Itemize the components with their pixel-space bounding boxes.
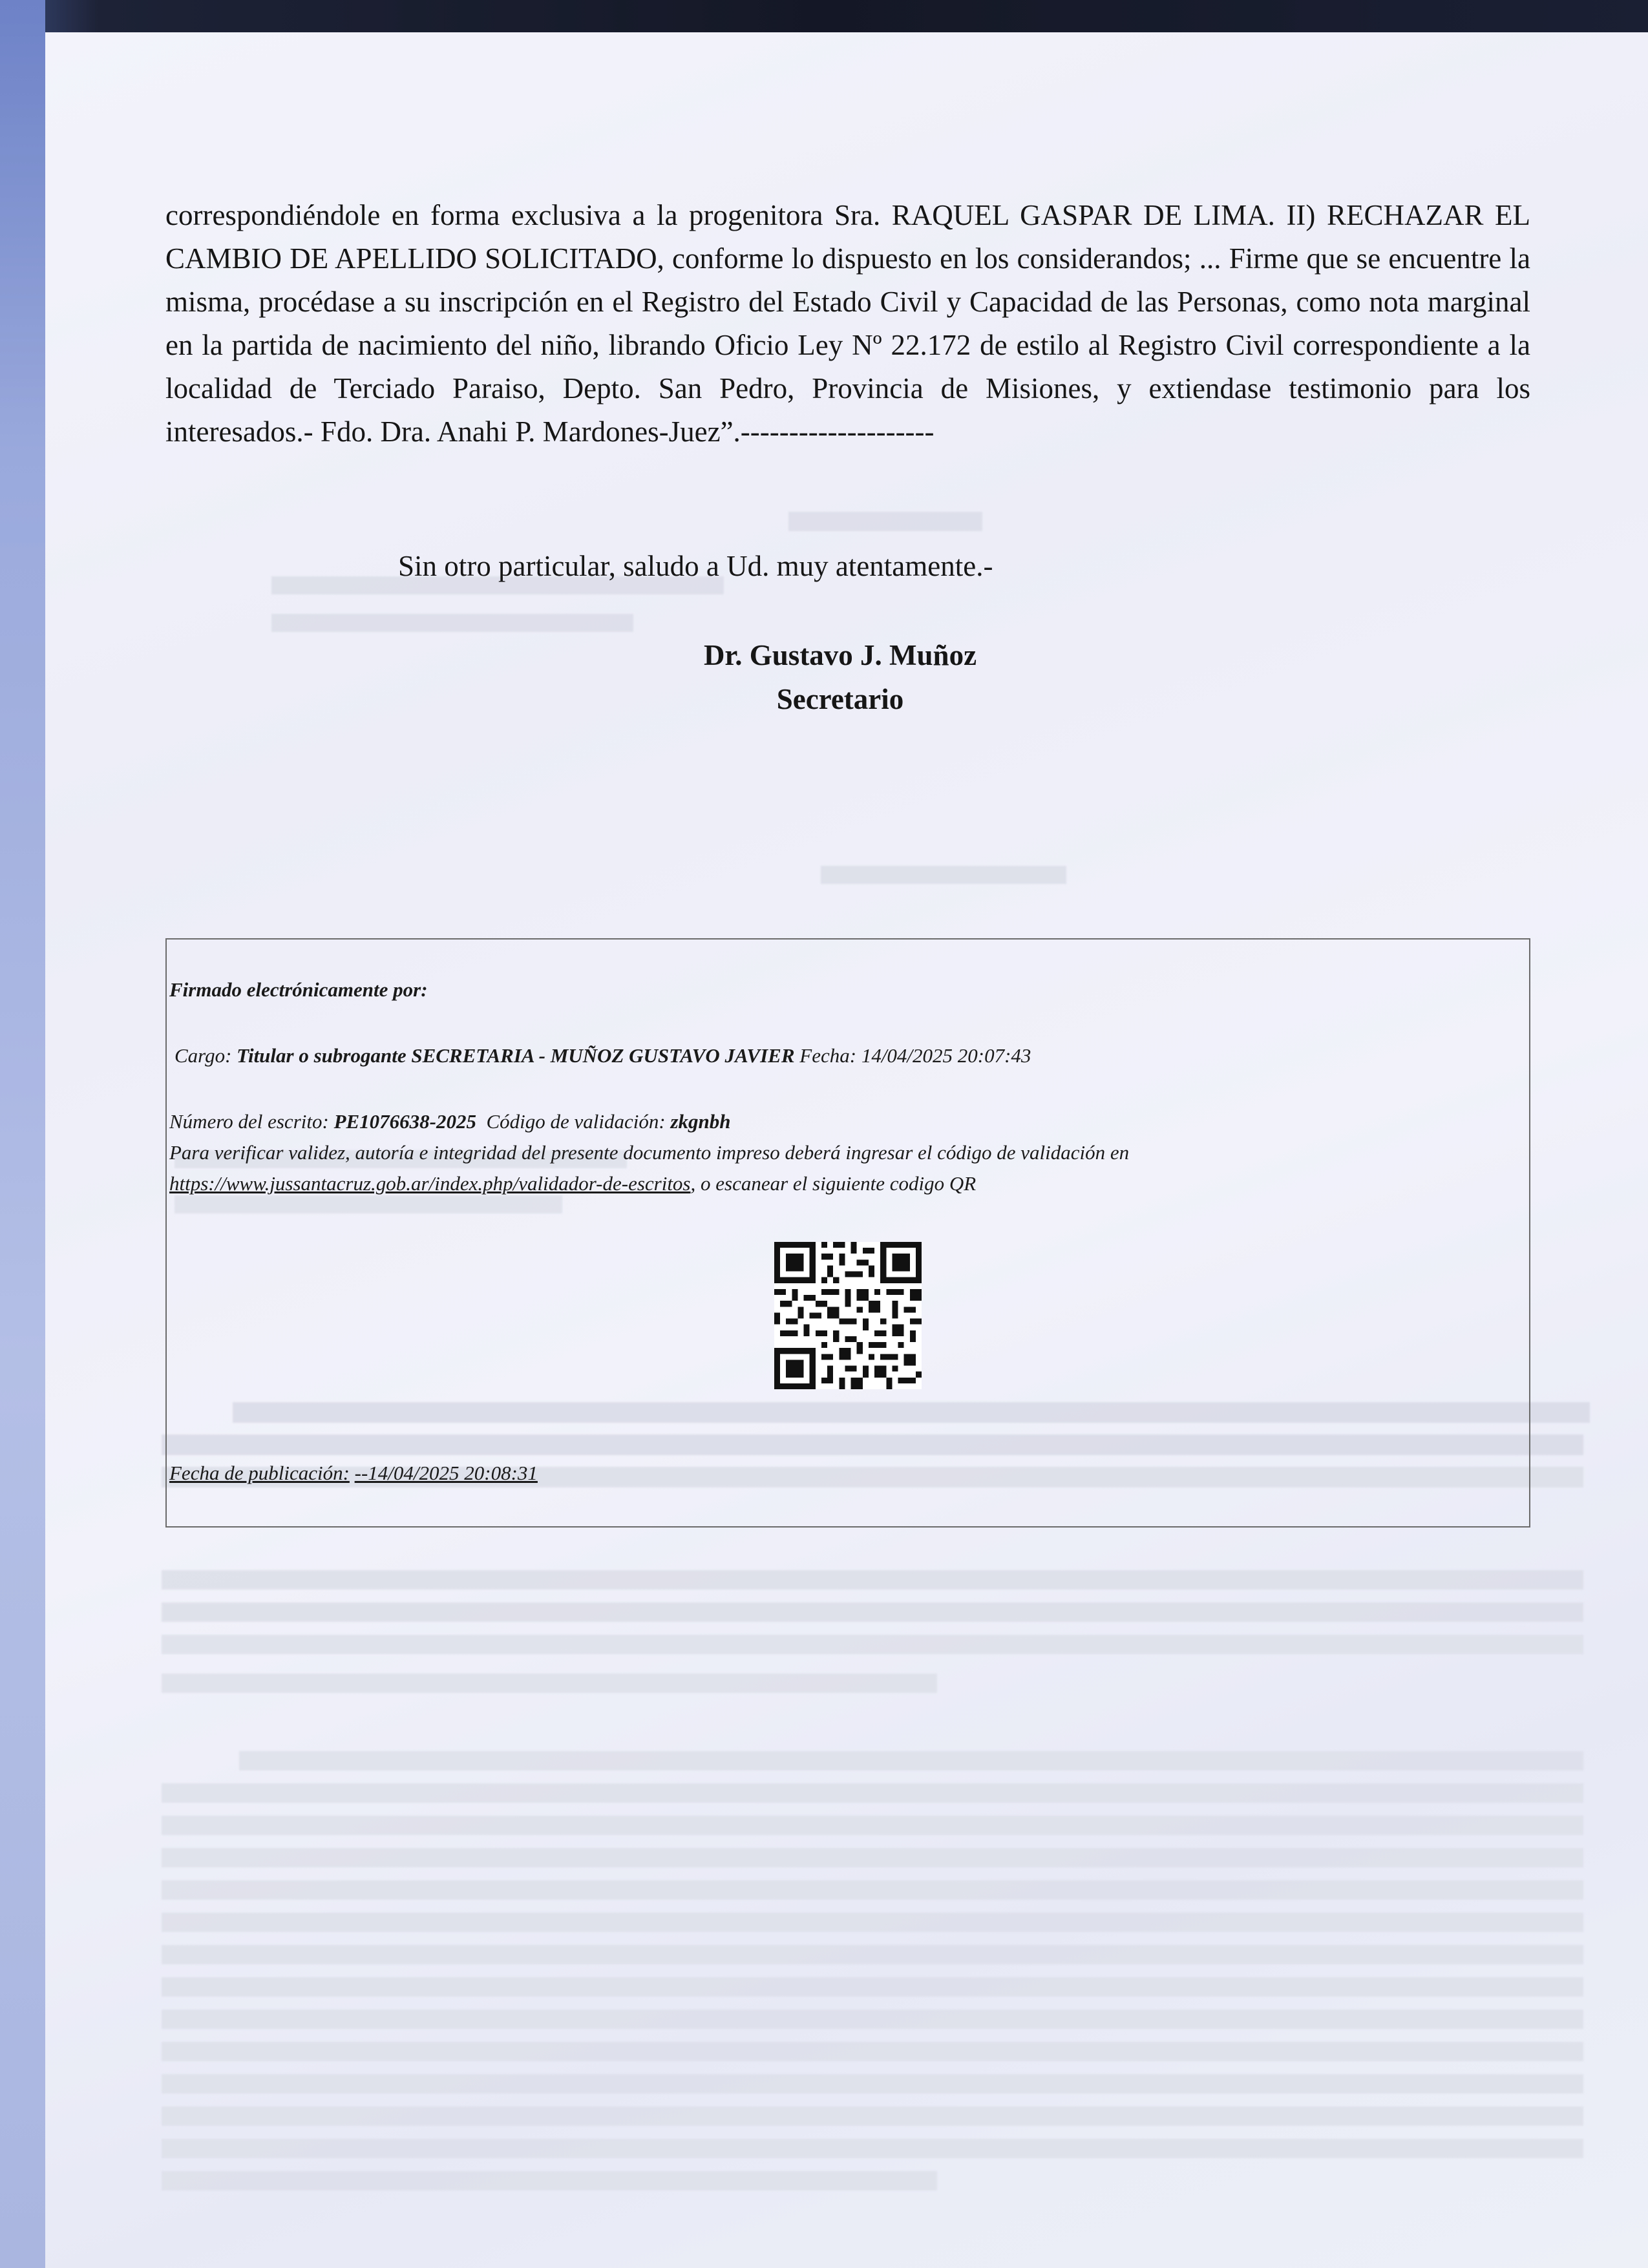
esig-numero-line	[169, 1110, 731, 1133]
closing-salutation: Sin otro particular, saludo a Ud. muy atentamente.-	[398, 550, 993, 582]
validation-url-link[interactable]: https://www.jussantacruz.gob.ar/index.php/validador-de-escritos	[169, 1172, 691, 1195]
publication-date-line	[169, 1462, 538, 1485]
verify-suffix: , o escanear el siguiente codigo QR	[690, 1172, 977, 1195]
verify-url-line	[169, 1172, 976, 1195]
scanner-edge-left	[0, 0, 45, 2268]
cargo-label: Cargo:	[174, 1044, 232, 1067]
numero-value: PE1076638-2025	[333, 1110, 476, 1133]
fecha-label: Fecha:	[799, 1044, 857, 1067]
codigo-value: zkgnbh	[670, 1110, 731, 1133]
fecha-value: 14/04/2025 20:07:43	[861, 1044, 1031, 1067]
resolution-paragraph	[165, 194, 1530, 454]
codigo-label: Código de validación:	[486, 1110, 666, 1133]
electronic-signature-box	[165, 938, 1530, 1528]
publicacion-label: Fecha de publicación:	[169, 1462, 350, 1484]
signature-block	[582, 633, 1099, 721]
qr-code-icon[interactable]	[774, 1242, 922, 1389]
esig-heading: Firmado electrónicamente por:	[169, 978, 428, 1001]
verify-instructions: Para verificar validez, autoría e integridad del presente documento impreso deberá ingresar el código de validación en	[169, 1141, 1130, 1164]
signer-name: Dr. Gustavo J. Muñoz	[703, 639, 977, 671]
publicacion-value: --14/04/2025 20:08:31	[354, 1462, 538, 1484]
esig-cargo-line	[174, 1044, 1031, 1067]
numero-label: Número del escrito:	[169, 1110, 329, 1133]
resolution-text: correspondiéndole en forma exclusiva a la progenitora Sra. RAQUEL GASPAR DE LIMA. II) RECHAZAR EL CAMBIO DE APELLIDO SOLICITADO, conforme lo dispuesto en los considerandos; ... Firme que se encuentre la misma, procédase a su inscripción en el Registro del Estado Civil y Capacidad de las Personas, como nota marginal en la partida de nacimiento del niño, librando Oficio Ley Nº 22.172 de estilo al Registro Civil correspondiente a la localidad de Terciado Paraiso, Depto. San Pedro, Provincia de Misiones, y extiendase testimonio para los interesados.- Fdo. Dra. Anahi P. Mardones-Juez”.--------------------	[165, 199, 1530, 448]
signer-title: Secretario	[776, 683, 904, 715]
cargo-value: Titular o subrogante SECRETARIA - MUÑOZ GUSTAVO JAVIER	[237, 1044, 795, 1067]
